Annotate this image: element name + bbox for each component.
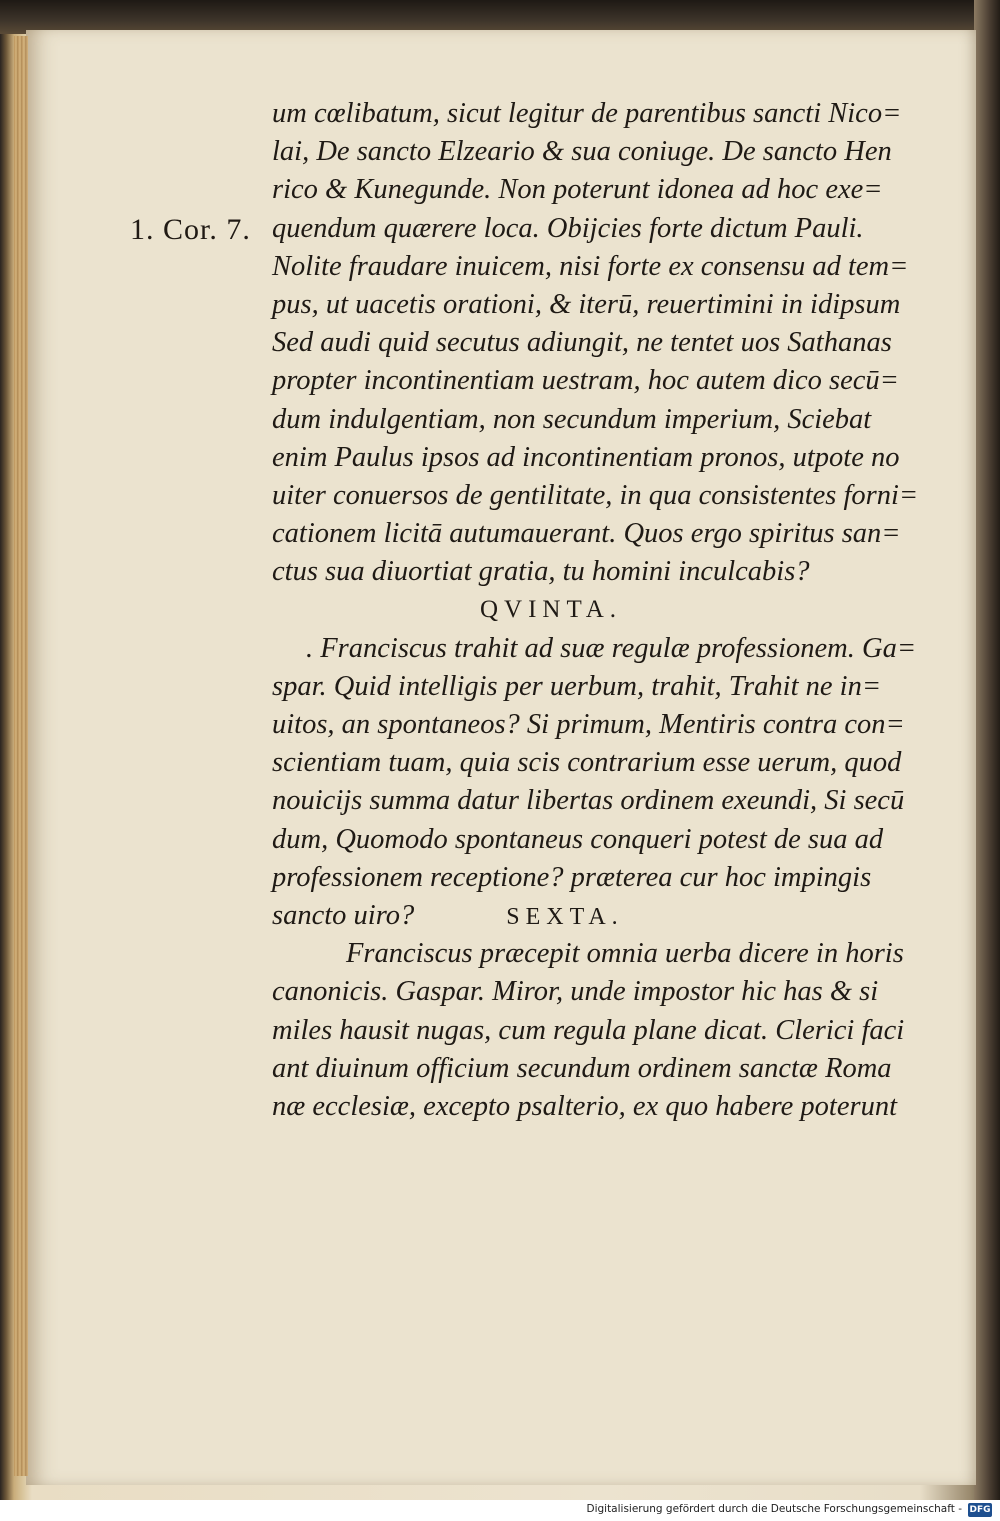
text-line: cationem licitā autumauerant. Quos ergo spiritus san= <box>272 518 901 550</box>
text-line: scientiam tuam, quia scis contrarium esse uerum, quod <box>272 747 902 779</box>
text-line: quendum quærere loca. Obijcies forte dictum Pauli. <box>272 212 864 244</box>
section-heading-sexta: SEXTA. <box>506 903 624 930</box>
text-line: rico & Kunegunde. Non poterunt idonea ad hoc exe= <box>272 174 883 206</box>
footer-bar <box>0 1500 1000 1521</box>
text-line: dum indulgentiam, non secundum imperium, Sciebat <box>272 403 872 435</box>
text-line: enim Paulus ipsos ad incontinentiam pronos, utpote no <box>272 441 900 473</box>
text-line: professionem receptione? præterea cur hoc impingis <box>272 861 872 893</box>
text-line: . Franciscus trahit ad suæ regulæ professionem. Ga= <box>306 632 917 664</box>
text-line: ant diuinum officium secundum ordinem sanctæ Roma <box>272 1052 892 1084</box>
text-line: Franciscus præcepit omnia uerba dicere in horis <box>346 938 904 970</box>
text-line: uitos, an spontaneos? Si primum, Mentiris contra con= <box>272 709 905 740</box>
text-line: miles hausit nugas, cum regula plane dicat. Clerici faci <box>272 1014 905 1046</box>
section-heading-quinta: QVINTA. <box>480 596 623 624</box>
text-line: ctus sua diuortiat gratia, tu homini inculcabis? <box>272 556 810 588</box>
text-line: næ ecclesiæ, excepto psalterio, ex quo habere poterunt <box>272 1090 897 1122</box>
footer-credit: Digitalisierung gefördert durch die Deutsche Forschungsgemeinschaft - <box>586 1503 962 1515</box>
text-line: Sed audi quid secutus adiungit, ne tentet uos Sathanas <box>272 327 892 359</box>
text-line: dum, Quomodo spontaneus conqueri potest de sua ad <box>272 823 884 855</box>
text-line: propter incontinentiam uestram, hoc autem dico secū= <box>272 365 899 397</box>
text-line: nouicijs summa datur libertas ordinem exeundi, Si secū <box>272 785 905 817</box>
text-line: uiter conuersos de gentilitate, in qua consistentes forni= <box>272 479 919 511</box>
dfg-logo: DFG <box>969 1505 991 1515</box>
scan-top-edge <box>0 0 1000 34</box>
scan-right-edge <box>974 0 1000 1500</box>
page-edges <box>14 36 28 1476</box>
text-line: lai, De sancto Elzeario & sua coniuge. De sancto Hen <box>272 136 892 168</box>
text-fragment: sancto uiro? <box>272 899 415 931</box>
text-line: um cœlibatum, sicut legitur de parentibus sancti Nico= <box>272 98 902 129</box>
text-line: canonicis. Gaspar. Miror, unde impostor hic has & si <box>272 976 879 1008</box>
text-block <box>272 95 932 1126</box>
text-line: Nolite fraudare inuicem, nisi forte ex consensu ad tem= <box>272 250 909 282</box>
sexta-line <box>272 897 932 935</box>
margin-note: 1. Cor. 7. <box>130 213 251 246</box>
text-line: spar. Quid intelligis per uerbum, trahit, Trahit ne in= <box>272 670 882 702</box>
text-line: pus, ut uacetis orationi, & iterū, reuertimini in idipsum <box>272 288 901 320</box>
